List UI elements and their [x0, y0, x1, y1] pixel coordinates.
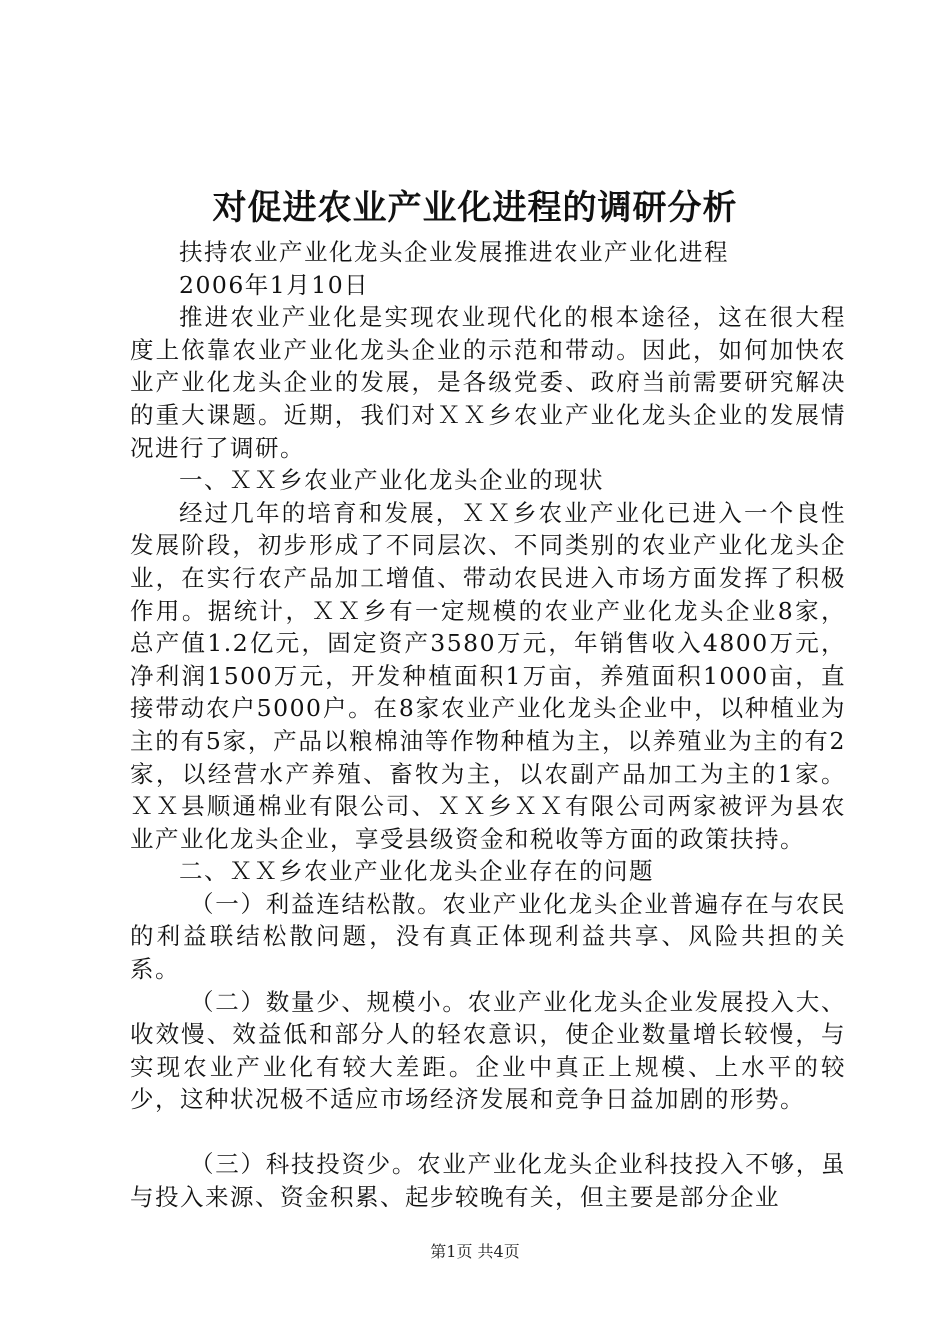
document-title: 对促进农业产业化进程的调研分析 — [212, 188, 738, 228]
document-subtitle: 扶持农业产业化龙头企业发展推进农业产业化进程 — [179, 238, 729, 266]
paragraph-problem-1: （一）利益连结松散。农业产业化龙头企业普遍存在与农民的利益联结松散问题，没有真正体现利益共享、风险共担的关系。 — [130, 889, 846, 984]
paragraph-status: 经过几年的培育和发展，ＸＸ乡农业产业化已进入一个良性发展阶段，初步形成了不同层次、不同类别的农业产业化龙头企业，在实行农产品加工增值、带动农民进入市场方面发挥了积极作用。据统计，ＸＸ乡有一定规模的农业产业化龙头企业8家，总产值1.2亿元，固定资产3580万元，年销售收入4800万元，净利润1500万元，开发种植面积1万亩，养殖面积1000亩，直接带动农户5000户。在8家农业产业化龙头企业中，以种植业为主的有5家，产品以粮棉油等作物种植为主，以养殖业为主的有2家，以经营水产养殖、畜牧为主，以农副产品加工为主的1家。ＸＸ县顺通棉业有限公司、ＸＸ乡ＸＸ有限公司两家被评为县农业产业化龙头企业，享受县级资金和税收等方面的政策扶持。 — [130, 498, 846, 853]
page-number-footer: 第1页 共4页 — [430, 1242, 520, 1261]
document-date: 2006年1月10日 — [179, 270, 370, 299]
paragraph-intro: 推进农业产业化是实现农业现代化的根本途径，这在很大程度上依靠农业产业化龙头企业的示范和带动。因此，如何加快农业产业化龙头企业的发展，是各级党委、政府当前需要研究解决的重大课题。近期，我们对ＸＸ乡农业产业化龙头企业的发展情况进行了调研。 — [130, 303, 846, 462]
paragraph-problem-3: （三）科技投资少。农业产业化龙头企业科技投入不够，虽与投入来源、资金积累、起步较晚有关，但主要是部分企业 — [130, 1150, 846, 1211]
document-body — [130, 236, 846, 1213]
section-heading-2: 二、ＸＸ乡农业产业化龙头企业存在的问题 — [179, 857, 654, 886]
paragraph-problem-2: （二）数量少、规模小。农业产业化龙头企业发展投入大、收效慢、效益低和部分人的轻农意识，使企业数量增长较慢，与实现农业产业化有较大差距。企业中真正上规模、上水平的较少，这种状况极不适应市场经济发展和竞争日益加剧的形势。 — [130, 987, 846, 1114]
section-heading-1: 一、ＸＸ乡农业产业化龙头企业的现状 — [179, 466, 604, 495]
